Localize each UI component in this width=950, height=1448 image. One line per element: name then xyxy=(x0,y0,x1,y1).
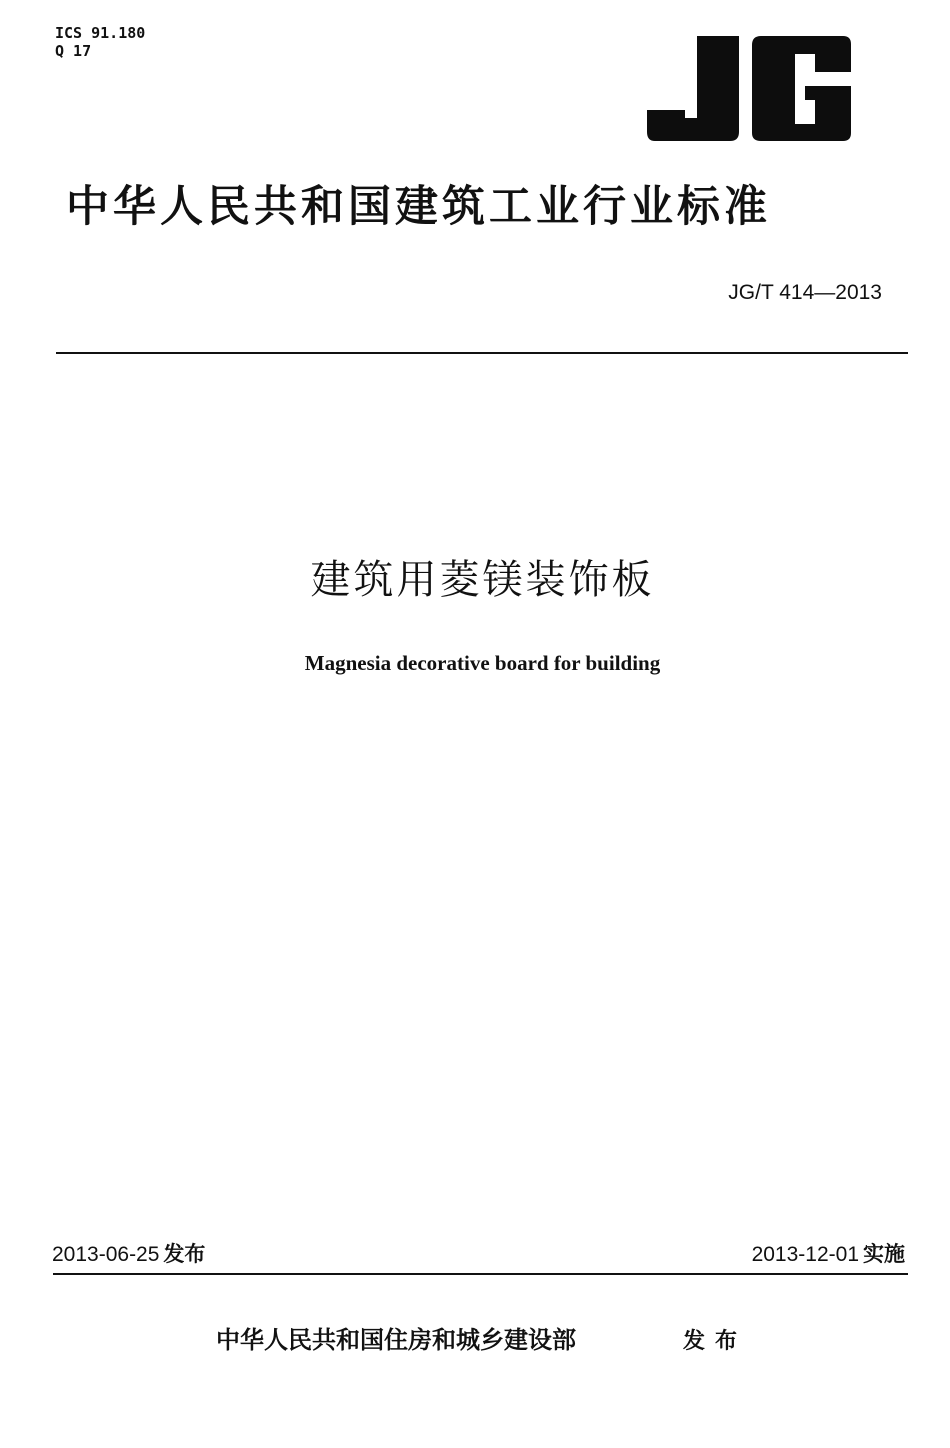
ics-code: ICS 91.180 xyxy=(55,24,146,42)
document-title-cn: 建筑用菱镁装饰板 xyxy=(310,557,655,603)
implement-date-line xyxy=(752,1240,905,1269)
document-title-en: Magnesia decorative board for building xyxy=(304,651,661,675)
industry-standard-title: 中华人民共和国建筑工业行业标准 xyxy=(66,182,771,232)
issuing-authority: 中华人民共和国住房和城乡建设部 xyxy=(216,1326,576,1354)
publish-label: 发布 xyxy=(163,1242,206,1266)
bottom-divider xyxy=(53,1273,908,1275)
publish-date-line xyxy=(52,1240,205,1269)
issue-label: 发布 xyxy=(683,1329,748,1354)
implement-date: 2013-12-01 xyxy=(751,1243,859,1266)
classification-code: Q 17 xyxy=(55,42,92,60)
jg-logo xyxy=(645,36,851,142)
top-divider xyxy=(56,352,908,354)
standard-number: JG/T 414—2013 xyxy=(728,281,882,304)
implement-label: 实施 xyxy=(863,1242,905,1266)
publish-date: 2013-06-25 xyxy=(52,1243,160,1266)
